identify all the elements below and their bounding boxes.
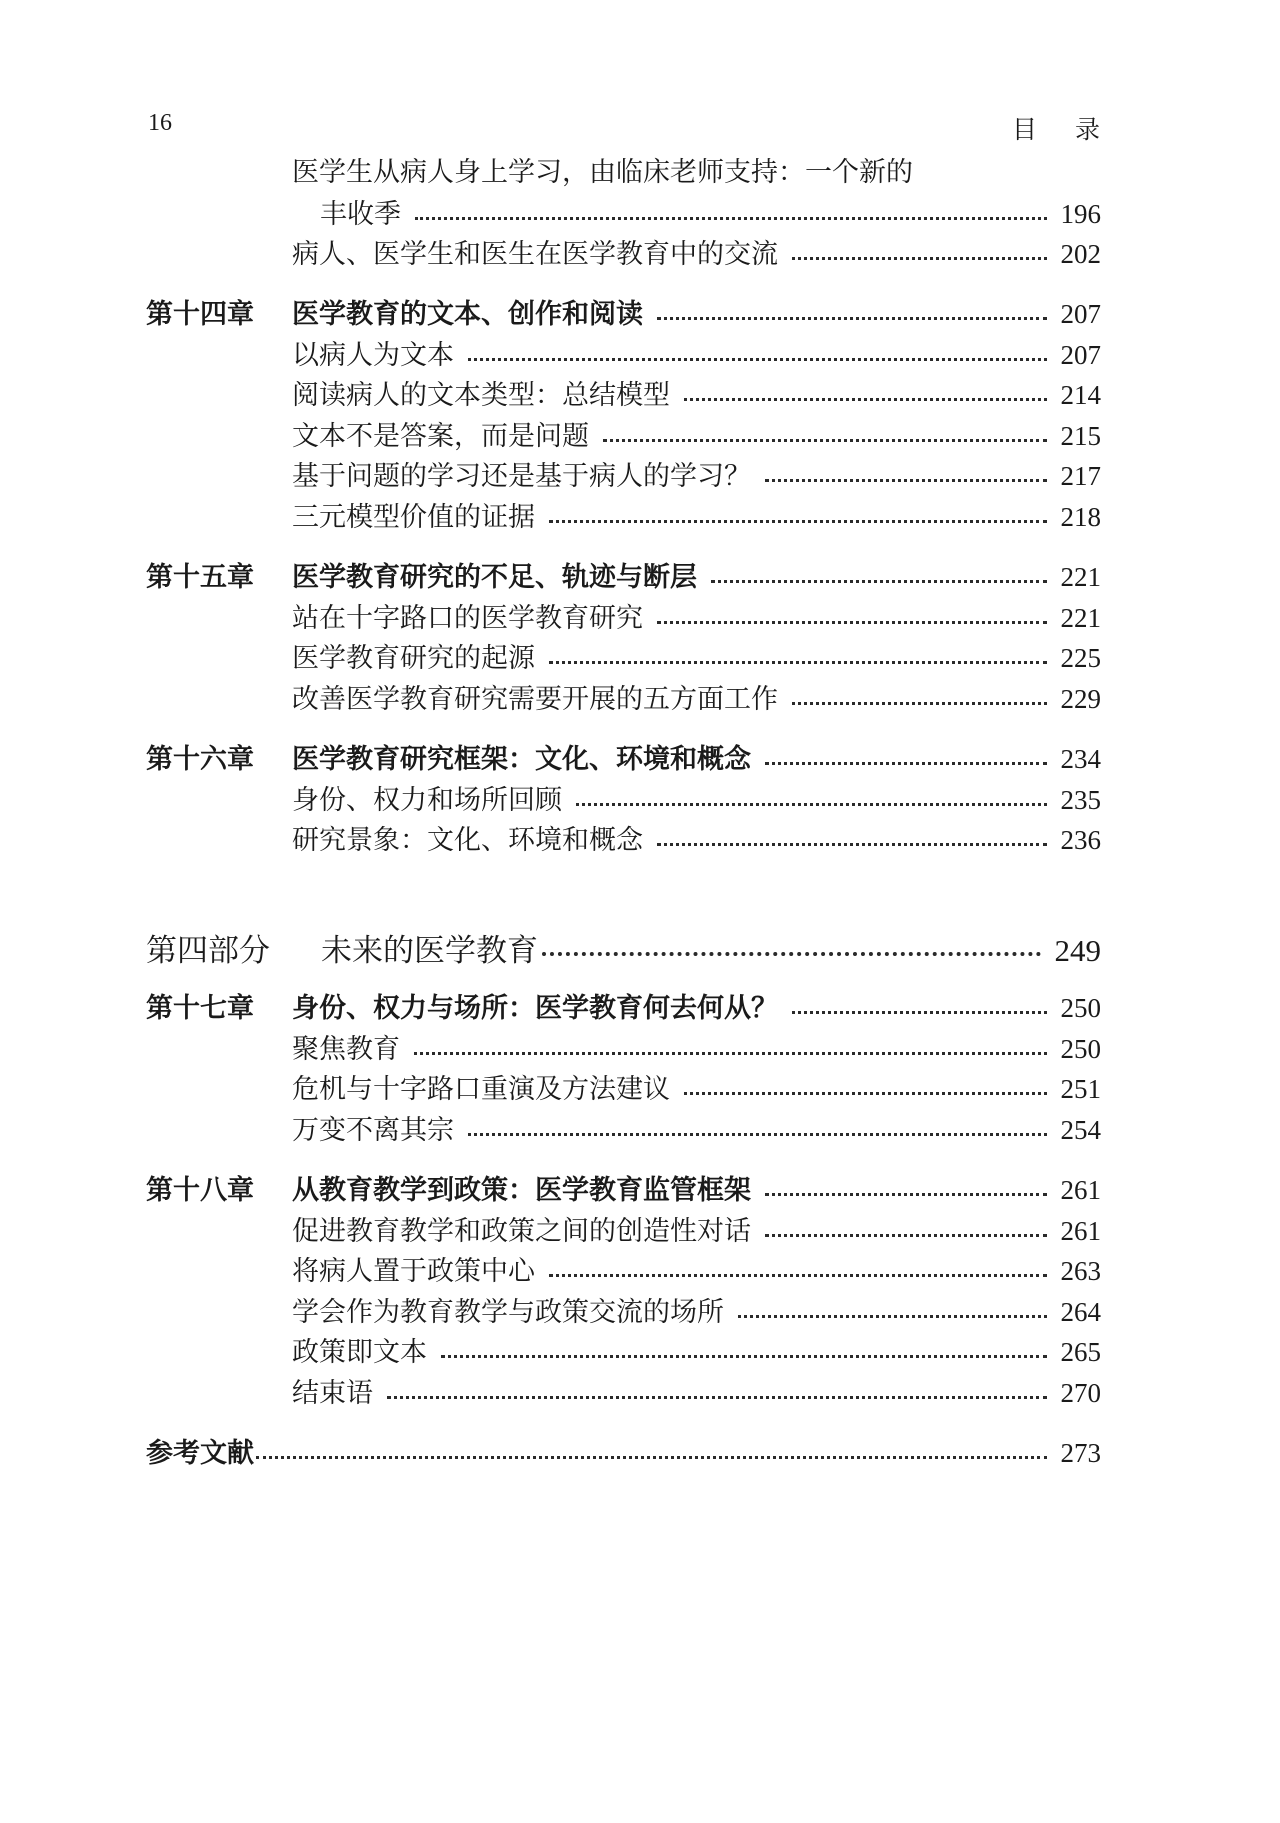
toc-entry-section[interactable] (292, 1290, 1101, 1330)
dot-leader (657, 843, 1047, 846)
toc-entry-label: 从教育教学到政策：医学教育监管框架 (292, 1175, 751, 1206)
dot-leader (684, 398, 1047, 401)
toc-entry-page: 217 (1060, 461, 1101, 491)
toc-entry-section[interactable] (292, 1067, 1101, 1107)
dot-leader (792, 702, 1047, 705)
toc-entry-page: 270 (1060, 1378, 1101, 1408)
toc-entry-label: 学会作为教育教学与政策交流的场所 (292, 1297, 724, 1328)
toc-entry-section[interactable] (292, 677, 1101, 717)
toc-entry-label: 医学教育研究框架：文化、环境和概念 (292, 744, 751, 775)
toc-entry-page: 261 (1060, 1216, 1101, 1246)
dot-leader (792, 1011, 1047, 1014)
toc-entry-label: 医学教育研究的不足、轨迹与断层 (292, 562, 697, 593)
page-number: 16 (148, 110, 172, 136)
dot-leader (549, 1274, 1047, 1277)
toc-entry-wrapped-line (292, 150, 913, 189)
toc-entry-label: 文本不是答案，而是问题 (292, 421, 589, 452)
part-number: 第四部分 (146, 933, 270, 969)
dot-leader (542, 952, 1041, 956)
toc-entry-section[interactable] (292, 495, 1101, 535)
dot-leader (576, 803, 1047, 806)
dot-leader (256, 1456, 1047, 1459)
dot-leader (657, 621, 1047, 624)
chapter-number: 第十五章 (146, 562, 254, 593)
dot-leader (765, 1193, 1047, 1196)
toc-entry-page: 221 (1060, 603, 1101, 633)
toc-entry-section[interactable] (292, 778, 1101, 818)
toc-entry-section[interactable] (292, 232, 1101, 272)
toc-entry-label: 未来的医学教育 (321, 933, 538, 969)
dot-leader (765, 479, 1047, 482)
toc-entry-label: 将病人置于政策中心 (292, 1256, 535, 1287)
toc-entry-section[interactable] (292, 1027, 1101, 1067)
toc-entry-label: 危机与十字路口重演及方法建议 (292, 1074, 670, 1105)
toc-entry-page: 254 (1060, 1115, 1101, 1145)
dot-leader (468, 1133, 1047, 1136)
toc-entry-page: 207 (1060, 340, 1101, 370)
toc-entry-references[interactable] (146, 1431, 1101, 1471)
chapter-number: 第十八章 (146, 1175, 254, 1206)
toc-entry-section[interactable] (292, 818, 1101, 858)
toc-entry-chapter[interactable] (146, 986, 1101, 1026)
toc-entry-section[interactable] (292, 1371, 1101, 1411)
toc-entry-section[interactable] (292, 1209, 1101, 1249)
toc-entry-page: 234 (1060, 744, 1101, 774)
chapter-number: 第十六章 (146, 744, 254, 775)
dot-leader (414, 1052, 1047, 1055)
toc-entry-page: 250 (1060, 993, 1101, 1023)
dot-leader (468, 358, 1047, 361)
dot-leader (549, 661, 1047, 664)
toc-entry-section[interactable] (292, 1108, 1101, 1148)
toc-entry-page: 214 (1060, 380, 1101, 410)
toc-entry-label: 以病人为文本 (292, 340, 454, 371)
toc-entry-page: 263 (1060, 1256, 1101, 1286)
toc-entry-page: 225 (1060, 643, 1101, 673)
toc-entry-section[interactable] (292, 414, 1101, 454)
dot-leader (711, 580, 1047, 583)
chapter-number: 第十四章 (146, 299, 254, 330)
toc-entry-label: 政策即文本 (292, 1337, 427, 1368)
toc-entry-label: 聚焦教育 (292, 1034, 400, 1065)
toc-entry-chapter[interactable] (146, 555, 1101, 595)
toc-entry-section[interactable] (320, 192, 1101, 232)
toc-entry-chapter[interactable] (146, 292, 1101, 332)
toc-entry-label: 基于问题的学习还是基于病人的学习？ (292, 461, 751, 492)
toc-entry-page: 196 (1060, 199, 1101, 229)
dot-leader (792, 257, 1047, 260)
toc-entry-label: 研究景象：文化、环境和概念 (292, 825, 643, 856)
toc-entry-page: 264 (1060, 1297, 1101, 1327)
toc-entry-section[interactable] (292, 596, 1101, 636)
toc-entry-label: 结束语 (292, 1378, 373, 1409)
toc-entry-section[interactable] (292, 454, 1101, 494)
toc-entry-page: 235 (1060, 785, 1101, 815)
toc-entry-label: 身份、权力与场所：医学教育何去何从？ (292, 993, 778, 1024)
toc-entry-page: 202 (1060, 239, 1101, 269)
toc-entry-section[interactable] (292, 333, 1101, 373)
toc-entry-label: 万变不离其宗 (292, 1115, 454, 1146)
dot-leader (765, 1234, 1047, 1237)
toc-entry-page: 249 (1054, 933, 1101, 968)
toc-entry-chapter[interactable] (146, 1168, 1101, 1208)
toc-entry-page: 229 (1060, 684, 1101, 714)
chapter-number: 第十七章 (146, 993, 254, 1024)
toc-entry-label: 身份、权力和场所回顾 (292, 785, 562, 816)
toc-entry-label: 促进教育教学和政策之间的创造性对话 (292, 1216, 751, 1247)
toc-entry-label: 阅读病人的文本类型：总结模型 (292, 380, 670, 411)
toc-entry-label: 站在十字路口的医学教育研究 (292, 603, 643, 634)
toc-entry-page: 236 (1060, 825, 1101, 855)
toc-entry-page: 265 (1060, 1337, 1101, 1367)
toc-entry-label: 医学教育研究的起源 (292, 643, 535, 674)
toc-entry-section[interactable] (292, 1330, 1101, 1370)
toc-entry-section[interactable] (292, 373, 1101, 413)
dot-leader (603, 439, 1047, 442)
toc-entry-label: 医学教育的文本、创作和阅读 (292, 299, 643, 330)
toc-entry-label: 丰收季 (320, 199, 401, 230)
toc-entry-page: 207 (1060, 299, 1101, 329)
dot-leader (657, 317, 1047, 320)
toc-entry-label: 医学生从病人身上学习，由临床老师支持：一个新的 (292, 157, 913, 188)
toc-entry-section[interactable] (292, 1249, 1101, 1289)
toc-entry-part[interactable] (146, 925, 1101, 971)
toc-entry-label: 三元模型价值的证据 (292, 502, 535, 533)
dot-leader (765, 762, 1047, 765)
dot-leader (549, 520, 1047, 523)
dot-leader (387, 1396, 1047, 1399)
toc-entry-chapter[interactable] (146, 737, 1101, 777)
toc-entry-page: 221 (1060, 562, 1101, 592)
dot-leader (441, 1355, 1047, 1358)
running-title: 目录 (1011, 115, 1138, 144)
dot-leader (738, 1315, 1047, 1318)
toc-entry-page: 261 (1060, 1175, 1101, 1205)
toc-entry-page: 250 (1060, 1034, 1101, 1064)
toc-entry-page: 273 (1060, 1438, 1101, 1468)
toc-entry-label: 改善医学教育研究需要开展的五方面工作 (292, 684, 778, 715)
dot-leader (684, 1092, 1047, 1095)
dot-leader (415, 217, 1047, 220)
toc-entry-section[interactable] (292, 636, 1101, 676)
toc-entry-page: 251 (1060, 1074, 1101, 1104)
toc-entry-label: 参考文献 (146, 1438, 254, 1469)
toc-entry-page: 215 (1060, 421, 1101, 451)
toc-entry-page: 218 (1060, 502, 1101, 532)
toc-entry-label: 病人、医学生和医生在医学教育中的交流 (292, 239, 778, 270)
